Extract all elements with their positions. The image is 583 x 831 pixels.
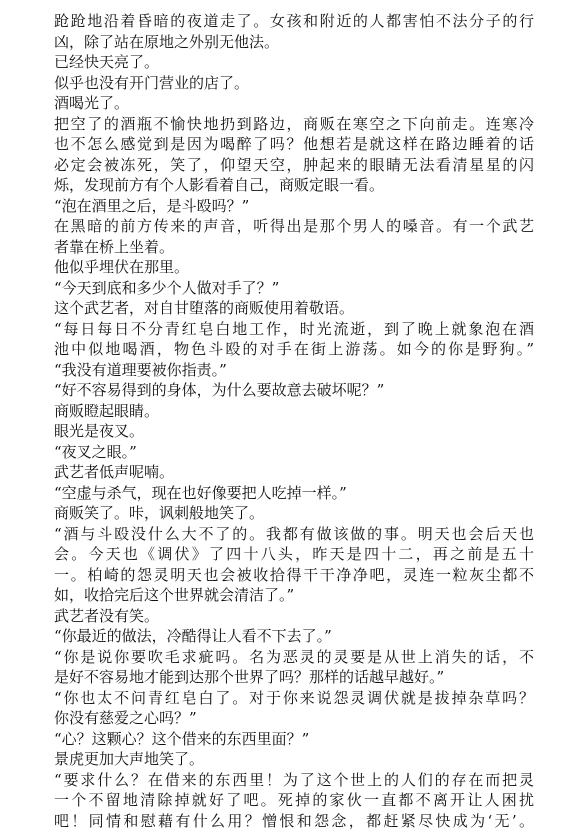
- text-line: 已经快天亮了。: [54, 52, 534, 73]
- text-line: 一个不留地清除掉就好了吧。死掉的家伙一直都不离开让人困扰: [54, 790, 534, 811]
- text-line: 把空了的酒瓶不愉快地扔到路边，商贩在寒空之下向前走。连寒冷: [54, 114, 534, 135]
- text-line: 武艺者没有笑。: [54, 606, 534, 627]
- text-line: 一。柏崎的怨灵明天也会被收拾得干干净净吧，灵连一粒灰尘都不: [54, 565, 534, 586]
- text-line: 似乎也没有开门营业的店了。: [54, 73, 534, 94]
- body-text: [54, 11, 534, 831]
- text-line: 如，收拾完后这个世界就会清洁了。”: [54, 585, 534, 606]
- text-line: 吧！同情和慰藉有什么用？憎恨和怨念，都赶紧尽快成为‘无’。: [54, 811, 534, 831]
- text-line: 在黑暗的前方传来的声音，听得出是那个男人的嗓音。有一个武艺: [54, 216, 534, 237]
- text-line: 凶，除了站在原地之外别无他法。: [54, 32, 534, 53]
- text-line: 武艺者低声呢喃。: [54, 462, 534, 483]
- text-line: “每日每日不分青红皂白地工作，时光流逝，到了晚上就象泡在酒: [54, 319, 534, 340]
- text-line: 景虎更加大声地笑了。: [54, 749, 534, 770]
- text-line: 者靠在桥上坐着。: [54, 237, 534, 258]
- text-line: 他似乎埋伏在那里。: [54, 257, 534, 278]
- text-line: “我没有道理要被你指责。”: [54, 360, 534, 381]
- text-line: “酒与斗殴没什么大不了的。我都有做该做的事。明天也会后天也: [54, 524, 534, 545]
- text-line: “泡在酒里之后，是斗殴吗？”: [54, 196, 534, 217]
- text-line: “好不容易得到的身体，为什么要故意去破坏呢？”: [54, 380, 534, 401]
- text-line: 烁，发现前方有个人影看着自己，商贩定眼一看。: [54, 175, 534, 196]
- text-line: 商贩笑了。咔，讽刺般地笑了。: [54, 503, 534, 524]
- text-line: 跄跄地沿着昏暗的夜道走了。女孩和附近的人都害怕不法分子的行: [54, 11, 534, 32]
- text-line: 也不怎么感觉到是因为喝醉了吗？他想若是就这样在路边睡着的话: [54, 134, 534, 155]
- text-line: 眼光是夜叉。: [54, 421, 534, 442]
- text-line: “空虚与杀气，现在也好像要把人吃掉一样。”: [54, 483, 534, 504]
- text-line: 是好不容易地才能到达那个世界了吗？那样的话越早越好。”: [54, 667, 534, 688]
- text-line: “你也太不问青红皂白了。对于你来说怨灵调伏就是拔掉杂草吗？: [54, 688, 534, 709]
- text-line: “夜叉之眼。”: [54, 442, 534, 463]
- text-line: 必定会被冻死，笑了，仰望天空，肿起来的眼睛无法看清星星的闪: [54, 155, 534, 176]
- text-line: 酒喝光了。: [54, 93, 534, 114]
- text-line: “你是说你要吹毛求疵吗。名为恶灵的灵要是从世上消失的话，不: [54, 647, 534, 668]
- text-line: 会。今天也《调伏》了四十八头，昨天是四十二，再之前是五十: [54, 544, 534, 565]
- text-line: 这个武艺者，对自甘堕落的商贩使用着敬语。: [54, 298, 534, 319]
- text-line: 你没有慈爱之心吗？”: [54, 708, 534, 729]
- text-line: “要求什么？在借来的东西里！为了这个世上的人们的存在而把灵: [54, 770, 534, 791]
- text-line: 商贩瞪起眼睛。: [54, 401, 534, 422]
- text-line: “你最近的做法，冷酷得让人看不下去了。”: [54, 626, 534, 647]
- text-line: “心？这颗心？这个借来的东西里面？”: [54, 729, 534, 750]
- text-line: 池中似地喝酒，物色斗殴的对手在街上游荡。如今的你是野狗。”: [54, 339, 534, 360]
- text-line: “今天到底和多少个人做对手了？”: [54, 278, 534, 299]
